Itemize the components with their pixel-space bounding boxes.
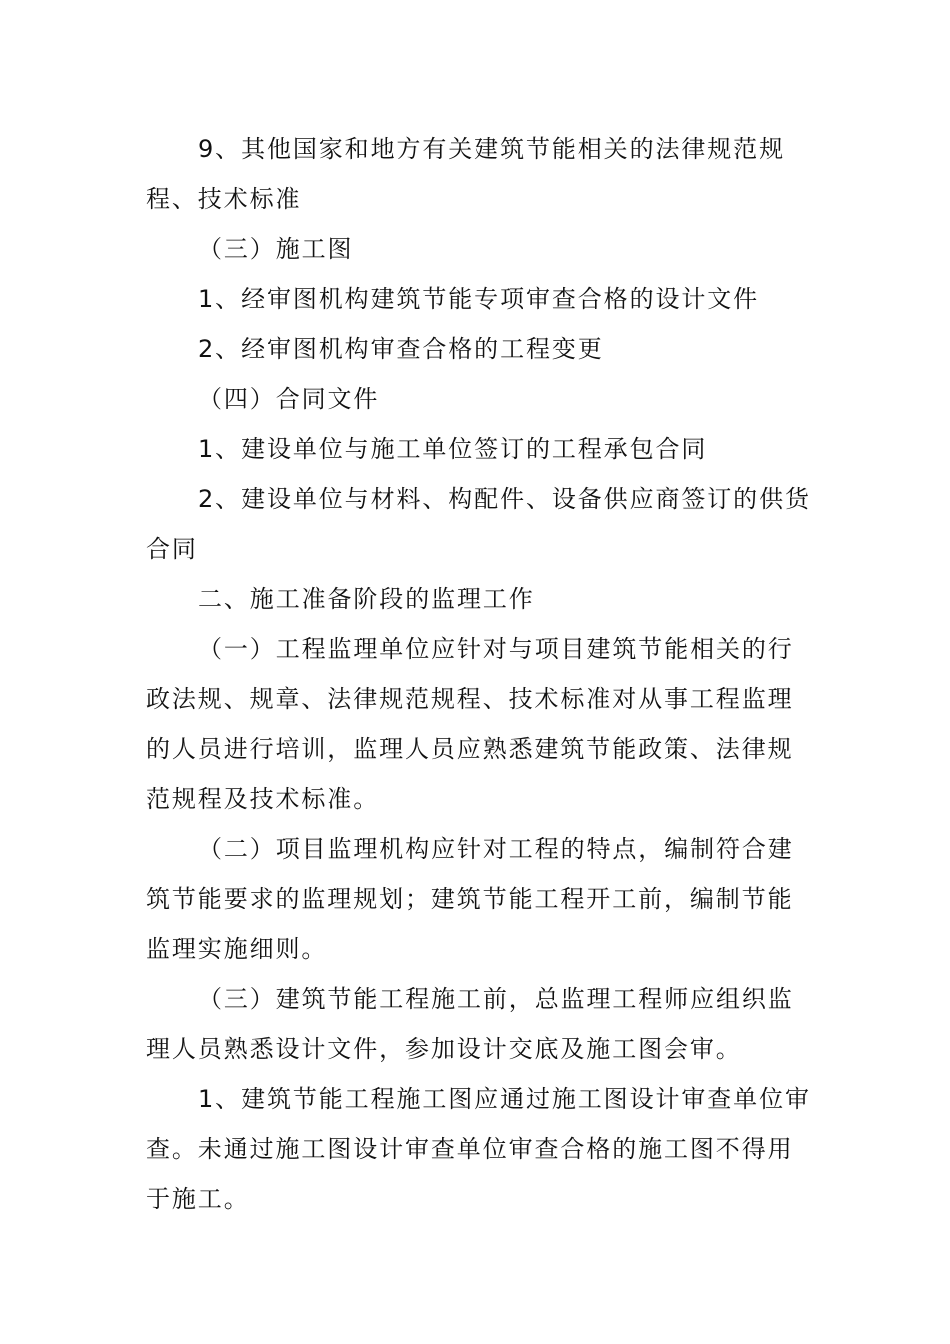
paragraph-drawing-review: 1、建筑节能工程施工图应通过施工图设计审查单位审查。未通过施工图设计审查单位审查合格的施工图不得用于施工。 [146,1085,811,1213]
paragraph-construction-contract: 1、建设单位与施工单位签订的工程承包合同 [198,435,708,463]
paragraph-design-review: （三）建筑节能工程施工前，总监理工程师应组织监理人员熟悉设计文件，参加设计交底及施工图会审。 [146,985,794,1063]
paragraph-item-9: 9、其他国家和地方有关建筑节能相关的法律规范规程、技术标准 [146,135,785,213]
paragraph-engineering-changes: 2、经审图机构审查合格的工程变更 [198,335,604,363]
section-heading-contract-documents: （四）合同文件 [198,385,380,413]
section-heading-construction-drawings: （三）施工图 [198,235,354,263]
paragraph-supply-contract: 2、建设单位与材料、构配件、设备供应商签订的供货合同 [146,485,811,563]
section-heading-preparation-stage: 二、施工准备阶段的监理工作 [198,585,535,613]
paragraph-training: （一）工程监理单位应针对与项目建筑节能相关的行政法规、规章、法律规范规程、技术标准对从事工程监理的人员进行培训，监理人员应熟悉建筑节能政策、法律规范规程及技术标准。 [146,635,794,813]
paragraph-supervision-plan: （二）项目监理机构应针对工程的特点，编制符合建筑节能要求的监理规划；建筑节能工程开工前，编制节能监理实施细则。 [146,835,794,963]
document-body [146,124,814,1224]
paragraph-design-documents: 1、经审图机构建筑节能专项审查合格的设计文件 [198,285,760,313]
